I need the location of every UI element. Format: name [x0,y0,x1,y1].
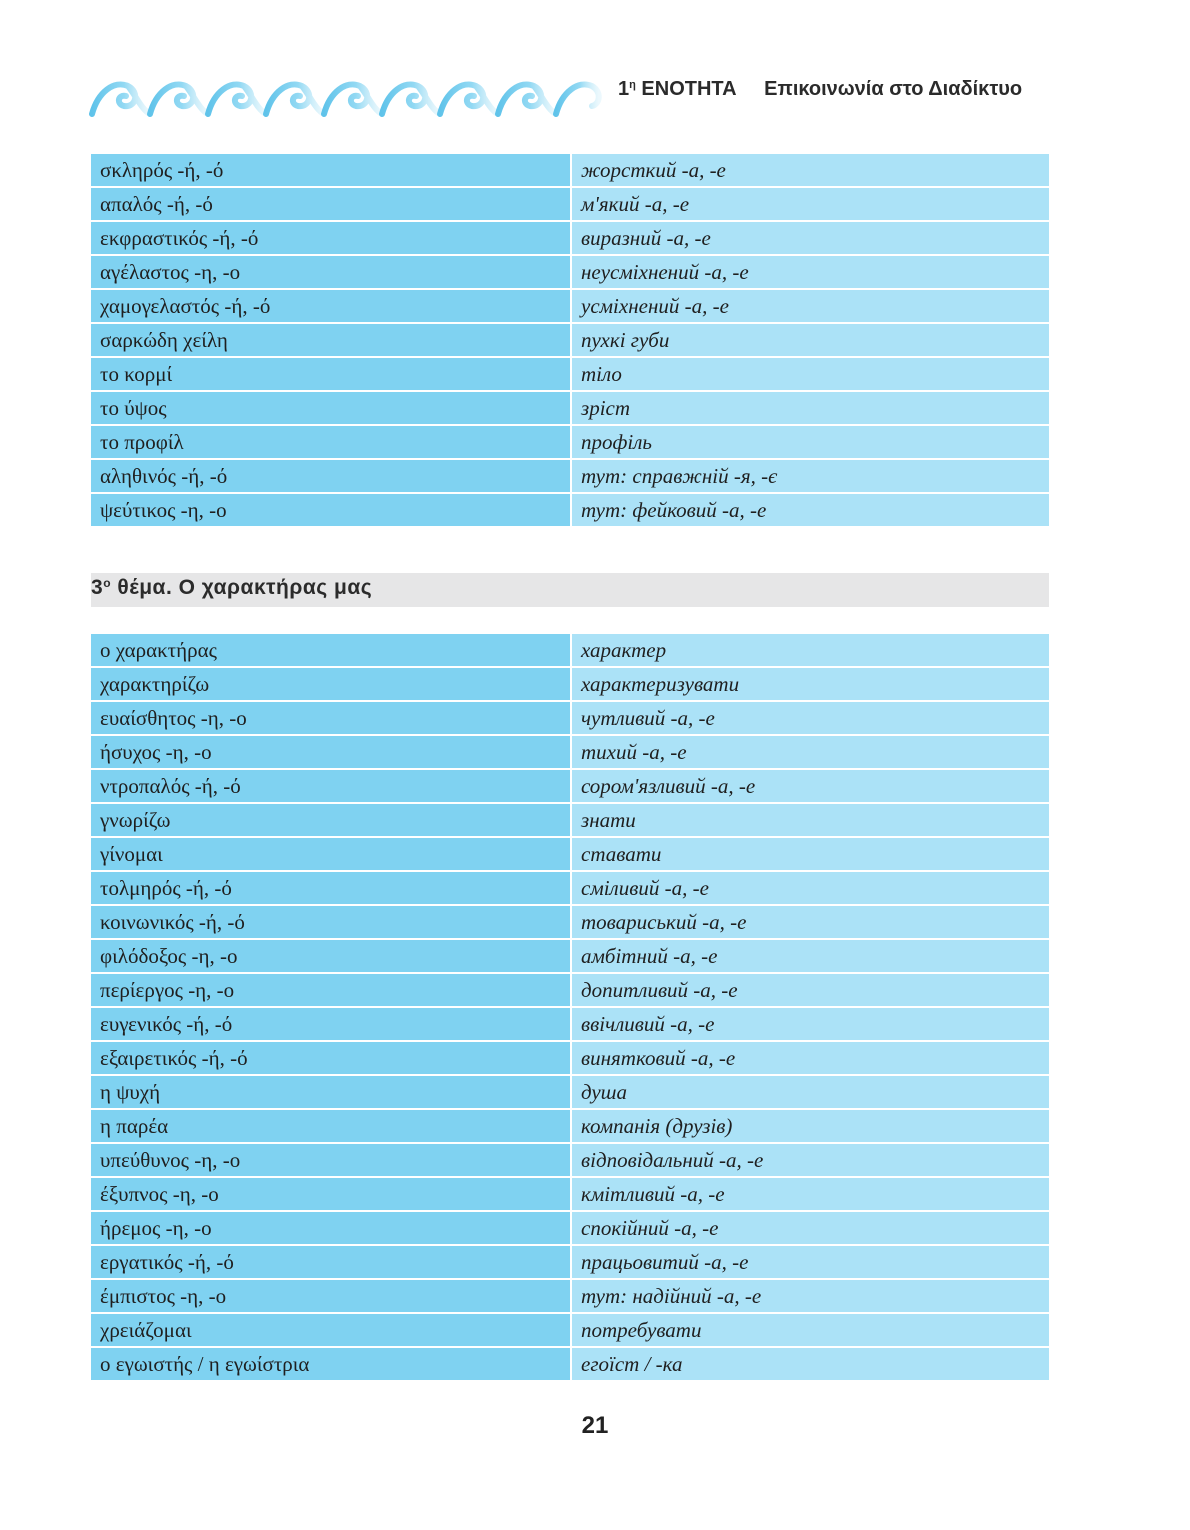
table-row [91,1211,1049,1245]
ukrainian-translation: тут: фейковий -а, -е [571,493,1049,527]
table-row [91,425,1049,459]
ukrainian-translation: душа [571,1075,1049,1109]
greek-term: χαμογελαστός -ή, -ό [91,289,571,323]
ukrainian-translation: зріст [571,391,1049,425]
greek-term: ήσυχος -η, -ο [91,735,571,769]
table-row [91,973,1049,1007]
greek-term: κοινωνικός -ή, -ό [91,905,571,939]
ukrainian-translation: виразний -а, -е [571,221,1049,255]
greek-term: χαρακτηρίζω [91,667,571,701]
greek-term: ψεύτικος -η, -ο [91,493,571,527]
ukrainian-translation: тут: справжній -я, -є [571,459,1049,493]
table-row [91,289,1049,323]
ukrainian-translation: знати [571,803,1049,837]
greek-term: ευγενικός -ή, -ό [91,1007,571,1041]
ukrainian-translation: усміхнений -а, -е [571,289,1049,323]
greek-term: η παρέα [91,1109,571,1143]
ukrainian-translation: тут: надійний -а, -е [571,1279,1049,1313]
ukrainian-translation: ставати [571,837,1049,871]
vocabulary-table-appearance [91,154,1049,528]
table-row [91,939,1049,973]
table-row [91,1109,1049,1143]
greek-term: τολμηρός -ή, -ό [91,871,571,905]
section-number: 3 [91,576,104,599]
section-title-text: θέμα. Ο χαρακτήρας μας [117,576,373,599]
greek-term: σαρκώδη χείλη [91,323,571,357]
ukrainian-translation: неусміхнений -а, -е [571,255,1049,289]
ukrainian-translation: спокійний -а, -е [571,1211,1049,1245]
greek-term: ο εγωιστής / η εγωίστρια [91,1347,571,1381]
ukrainian-translation: потребувати [571,1313,1049,1347]
greek-term: εκφραστικός -ή, -ό [91,221,571,255]
greek-term: φιλόδοξος -η, -ο [91,939,571,973]
greek-wave-ornament-icon [88,72,608,122]
table-row [91,1041,1049,1075]
greek-term: αγέλαστος -η, -ο [91,255,571,289]
table-row [91,1075,1049,1109]
unit-number: 1 [618,78,630,100]
greek-term: αληθινός -ή, -ό [91,459,571,493]
greek-term: ντροπαλός -ή, -ό [91,769,571,803]
table-row [91,905,1049,939]
table-row [91,634,1049,667]
table-row [91,837,1049,871]
greek-term: γνωρίζω [91,803,571,837]
table-row [91,1279,1049,1313]
table-row [91,154,1049,187]
ukrainian-translation: пухкі губи [571,323,1049,357]
ukrainian-translation: сором'язливий -а, -е [571,769,1049,803]
greek-term: εξαιρετικός -ή, -ό [91,1041,571,1075]
table-row [91,701,1049,735]
unit-number-suffix: η [629,79,636,91]
greek-term: το ύψος [91,391,571,425]
greek-term: έμπιστος -η, -ο [91,1279,571,1313]
table-row [91,1347,1049,1381]
greek-term: περίεργος -η, -ο [91,973,571,1007]
table-row [91,1313,1049,1347]
table-row [91,735,1049,769]
table-row [91,871,1049,905]
ukrainian-translation: профіль [571,425,1049,459]
ukrainian-translation: компанія (друзів) [571,1109,1049,1143]
table-row [91,1245,1049,1279]
table-row [91,803,1049,837]
greek-term: ο χαρακτήρας [91,634,571,667]
ukrainian-translation: винятковий -а, -е [571,1041,1049,1075]
section-heading-bar [91,573,1049,607]
unit-word: ΕΝΟΤΗΤΑ [641,78,737,100]
greek-term: εργατικός -ή, -ό [91,1245,571,1279]
table-row [91,187,1049,221]
section-number-suffix: ο [103,576,112,590]
section-title [91,576,372,600]
ukrainian-translation: тіло [571,357,1049,391]
greek-term: η ψυχή [91,1075,571,1109]
ukrainian-translation: відповідальний -а, -е [571,1143,1049,1177]
table-row [91,357,1049,391]
ukrainian-translation: допитливий -а, -е [571,973,1049,1007]
ukrainian-translation: характеризувати [571,667,1049,701]
table-row [91,667,1049,701]
greek-term: το προφίλ [91,425,571,459]
greek-term: απαλός -ή, -ό [91,187,571,221]
table-row [91,323,1049,357]
ukrainian-translation: тихий -а, -е [571,735,1049,769]
ukrainian-translation: м'який -а, -е [571,187,1049,221]
greek-term: υπεύθυνος -η, -ο [91,1143,571,1177]
vocabulary-table-character [91,634,1049,1382]
table-row [91,1177,1049,1211]
table-row [91,459,1049,493]
table-row [91,255,1049,289]
unit-header [618,78,1022,101]
page-number: 21 [581,1412,609,1439]
table-row [91,391,1049,425]
ukrainian-translation: ввічливий -а, -е [571,1007,1049,1041]
ukrainian-translation: амбітний -а, -е [571,939,1049,973]
greek-term: χρειάζομαι [91,1313,571,1347]
greek-term: ήρεμος -η, -ο [91,1211,571,1245]
greek-term: γίνομαι [91,837,571,871]
table-row [91,493,1049,527]
greek-term: ευαίσθητος -η, -ο [91,701,571,735]
table-row [91,1143,1049,1177]
ukrainian-translation: товариський -а, -е [571,905,1049,939]
unit-subtitle: Επικοινωνία στο Διαδίκτυο [764,78,1023,100]
table-row [91,769,1049,803]
ukrainian-translation: характер [571,634,1049,667]
ukrainian-translation: егоїст / -ка [571,1347,1049,1381]
ukrainian-translation: чутливий -а, -е [571,701,1049,735]
greek-term: έξυπνος -η, -ο [91,1177,571,1211]
table-row [91,1007,1049,1041]
ukrainian-translation: жорсткий -а, -е [571,154,1049,187]
ukrainian-translation: працьовитий -а, -е [571,1245,1049,1279]
ukrainian-translation: кмітливий -а, -е [571,1177,1049,1211]
ukrainian-translation: сміливий -а, -е [571,871,1049,905]
greek-term: σκληρός -ή, -ό [91,154,571,187]
greek-term: το κορμί [91,357,571,391]
table-row [91,221,1049,255]
